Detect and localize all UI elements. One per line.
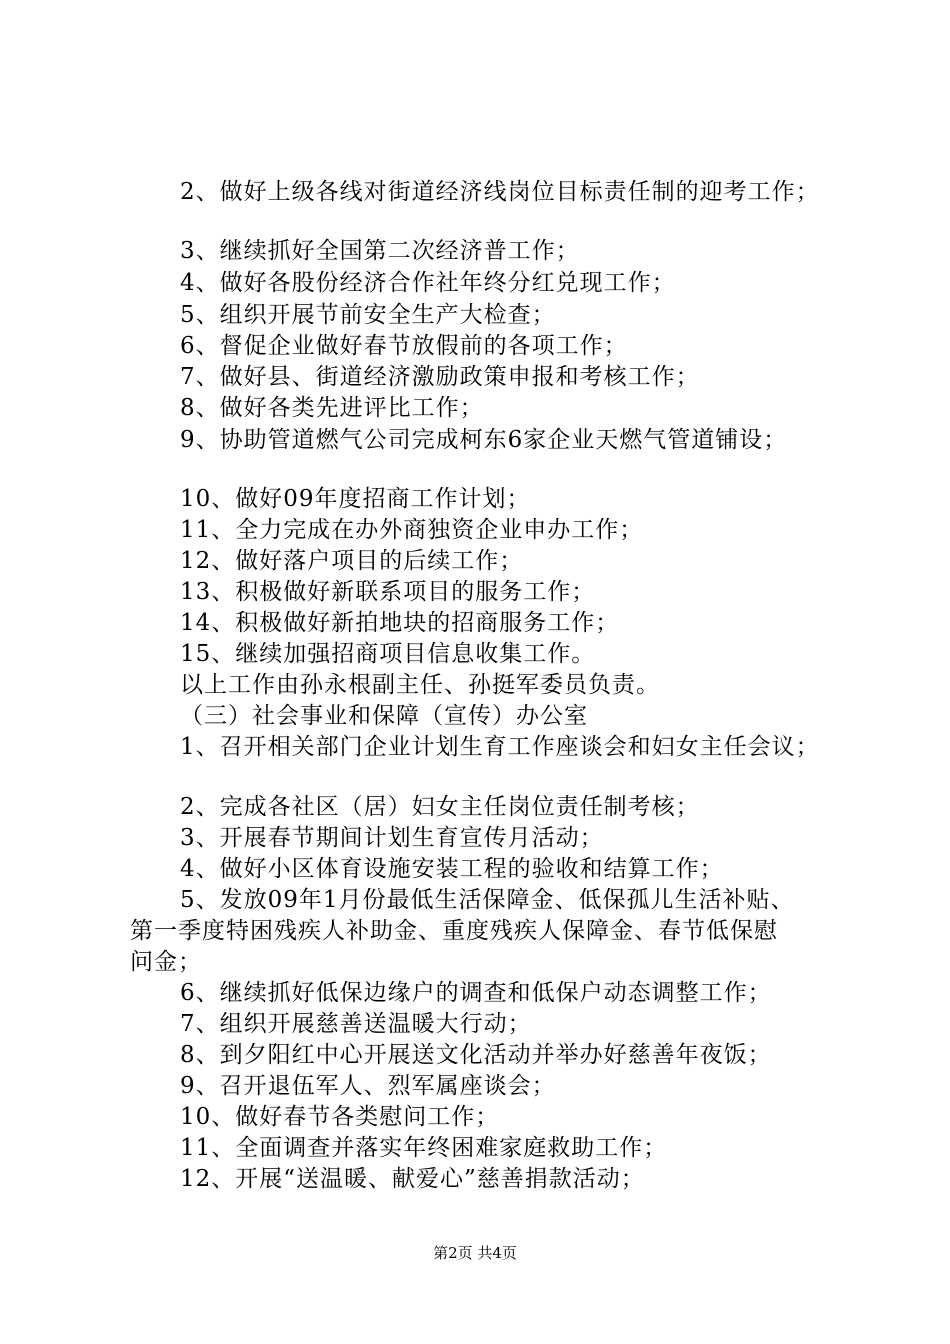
text-line: 11、全面调查并落实年终困难家庭救助工作； <box>180 1135 668 1161</box>
text-line: 5、发放09年1月份最低生活保障金、低保孤儿生活补贴、 <box>180 887 795 913</box>
text-line: 9、协助管道燃气公司完成柯东6家企业天燃气管道铺设； <box>180 427 788 453</box>
text-line: 以上工作由孙永根副主任、孙挺军委员负责。 <box>180 672 660 698</box>
text-line: 3、开展春节期间计划生育宣传月活动； <box>180 825 604 851</box>
page-number-footer: 第2页 共4页 <box>433 1244 517 1262</box>
text-line: 8、到夕阳红中心开展送文化活动并举办好慈善年夜饭； <box>180 1042 772 1068</box>
text-line: 12、做好落户项目的后续工作； <box>180 548 524 574</box>
text-line: 9、召开退伍军人、烈军属座谈会； <box>180 1073 556 1099</box>
text-line: 1、召开相关部门企业计划生育工作座谈会和妇女主任会议； <box>180 734 820 760</box>
text-line: 10、做好09年度招商工作计划； <box>180 486 531 512</box>
text-line: 15、继续加强招商项目信息收集工作。 <box>180 641 596 667</box>
text-line: 问金； <box>130 949 202 975</box>
text-line: 8、做好各类先进评比工作； <box>180 395 484 421</box>
text-line: 12、开展“送温暖、献爱心”慈善捐款活动； <box>180 1166 645 1192</box>
text-line: 4、做好各股份经济合作社年终分红兑现工作； <box>180 270 676 296</box>
text-line: 13、积极做好新联系项目的服务工作； <box>180 579 596 605</box>
text-line: 7、组织开展慈善送温暖大行动； <box>180 1011 532 1037</box>
section-heading: （三）社会事业和保障（宣传）办公室 <box>180 703 588 729</box>
text-line: 5、组织开展节前安全生产大检查； <box>180 302 556 328</box>
text-line: 3、继续抓好全国第二次经济普工作； <box>180 238 580 264</box>
text-line: 6、督促企业做好春节放假前的各项工作； <box>180 333 628 359</box>
text-line: 6、继续抓好低保边缘户的调查和低保户动态调整工作； <box>180 980 772 1006</box>
text-line: 第一季度特困残疾人补助金、重度残疾人保障金、春节低保慰 <box>130 918 778 944</box>
text-line: 11、全力完成在办外商独资企业申办工作； <box>180 517 644 543</box>
text-line: 4、做好小区体育设施安装工程的验收和结算工作； <box>180 856 724 882</box>
text-line: 2、完成各社区（居）妇女主任岗位责任制考核； <box>180 794 700 820</box>
text-line: 14、积极做好新拍地块的招商服务工作； <box>180 610 620 636</box>
text-line: 2、做好上级各线对街道经济线岗位目标责任制的迎考工作； <box>180 179 820 205</box>
text-line: 10、做好春节各类慰问工作； <box>180 1104 500 1130</box>
text-line: 7、做好县、街道经济激励政策申报和考核工作； <box>180 364 700 390</box>
